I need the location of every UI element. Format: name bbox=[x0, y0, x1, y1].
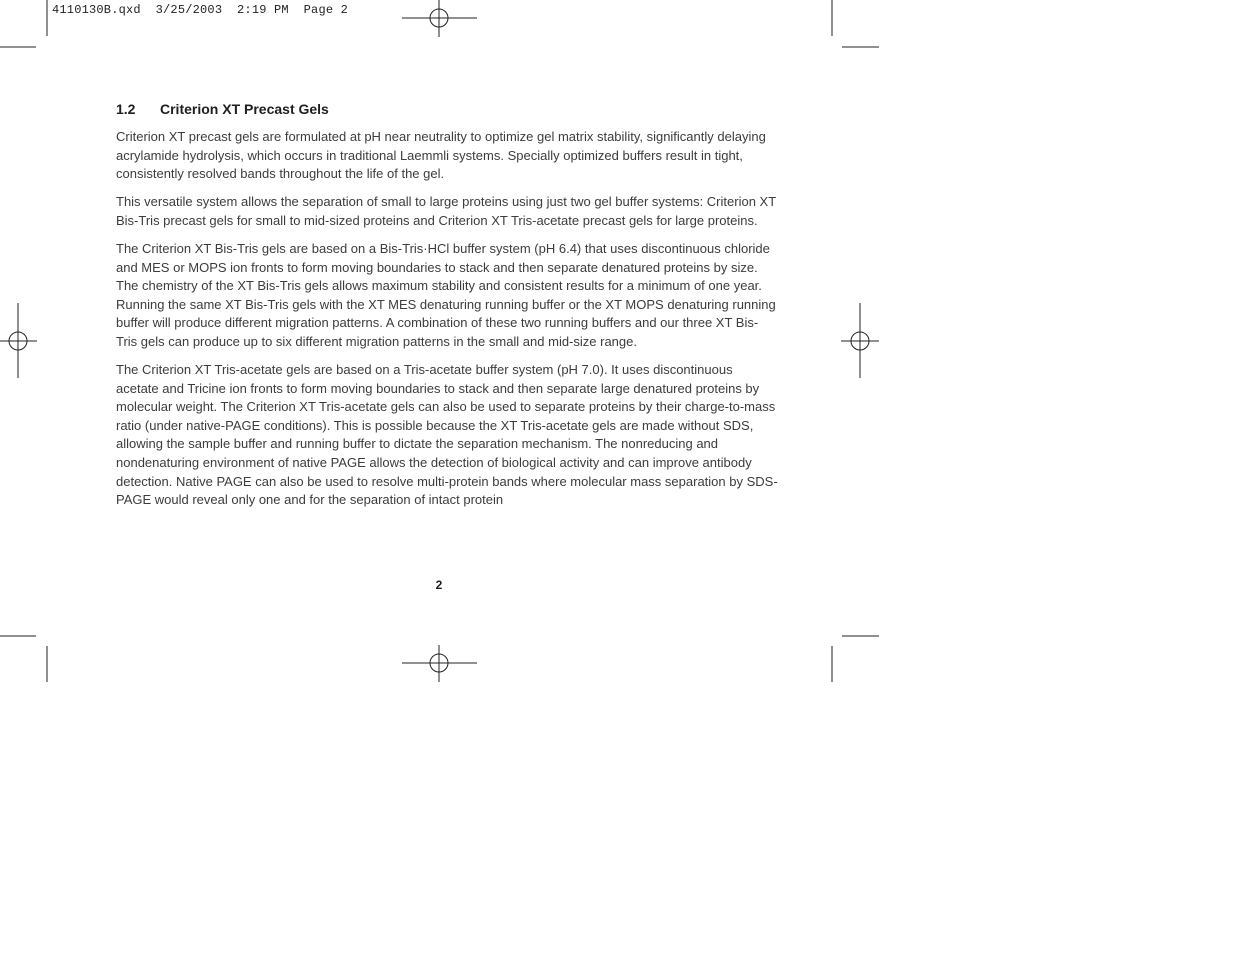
section-heading bbox=[116, 101, 329, 117]
registration-mark-right bbox=[841, 303, 879, 378]
slug-line: 4110130B.qxd 3/25/2003 2:19 PM Page 2 bbox=[52, 3, 349, 17]
page-number: 2 bbox=[435, 578, 443, 592]
section-number: 1.2 bbox=[116, 101, 136, 117]
registration-mark-left bbox=[0, 303, 37, 378]
paragraph: The Criterion XT Bis-Tris gels are based on a Bis-Tris·HCl buffer system (pH 6.4) that uses discontinuous chloride and MES or MOPS ion fronts to form moving boundaries to stack and then separate denatured proteins by size. The chemistry of the XT Bis-Tris gels allows maximum stability and consistent results for a minimum of one year. Running the same XT Bis-Tris gels with the XT MES denaturing running buffer or the XT MOPS denaturing running buffer will produce different migration patterns. A combination of these two running buffers and our three XT Bis-Tris gels can produce up to six different migration patterns in the small and mid-size range. bbox=[116, 240, 776, 349]
registration-mark-top bbox=[402, 0, 477, 37]
section-title: Criterion XT Precast Gels bbox=[160, 101, 329, 117]
paragraph: Criterion XT precast gels are formulated at pH near neutrality to optimize gel matrix stability, significantly delaying acrylamide hydrolysis, which occurs in traditional Laemmli systems. Specially optimized buffers result in tight, consistently resolved bands throughout the life of the gel. bbox=[116, 129, 766, 182]
paragraph: This versatile system allows the separation of small to large proteins using just two gel buffer systems: Criterion XT Bis-Tris precast gels for small to mid-sized proteins and Criterion XT Tris-acetate precast gels for large proteins. bbox=[116, 194, 776, 228]
body-text bbox=[116, 128, 778, 519]
paragraph: The Criterion XT Tris-acetate gels are based on a Tris-acetate buffer system (pH 7.0). It uses discontinuous acetate and Tricine ion fronts to form moving boundaries to stack and then separate large denatured proteins by molecular weight. The Criterion XT Tris-acetate gels can also be used to separate proteins by their charge-to-mass ratio (under native-PAGE conditions). This is possible because the XT Tris-acetate gels are made without SDS, allowing the sample buffer and running buffer to dictate the separation mechanism. The nonreducing and nondenaturing environment of native PAGE allows the detection of biological activity and can improve antibody detection. Native PAGE can also be used to resolve multi-protein bands where molecular mass separation by SDS-PAGE would reveal only one and for the separation of intact protein bbox=[116, 362, 778, 508]
registration-mark-bottom bbox=[402, 645, 477, 682]
